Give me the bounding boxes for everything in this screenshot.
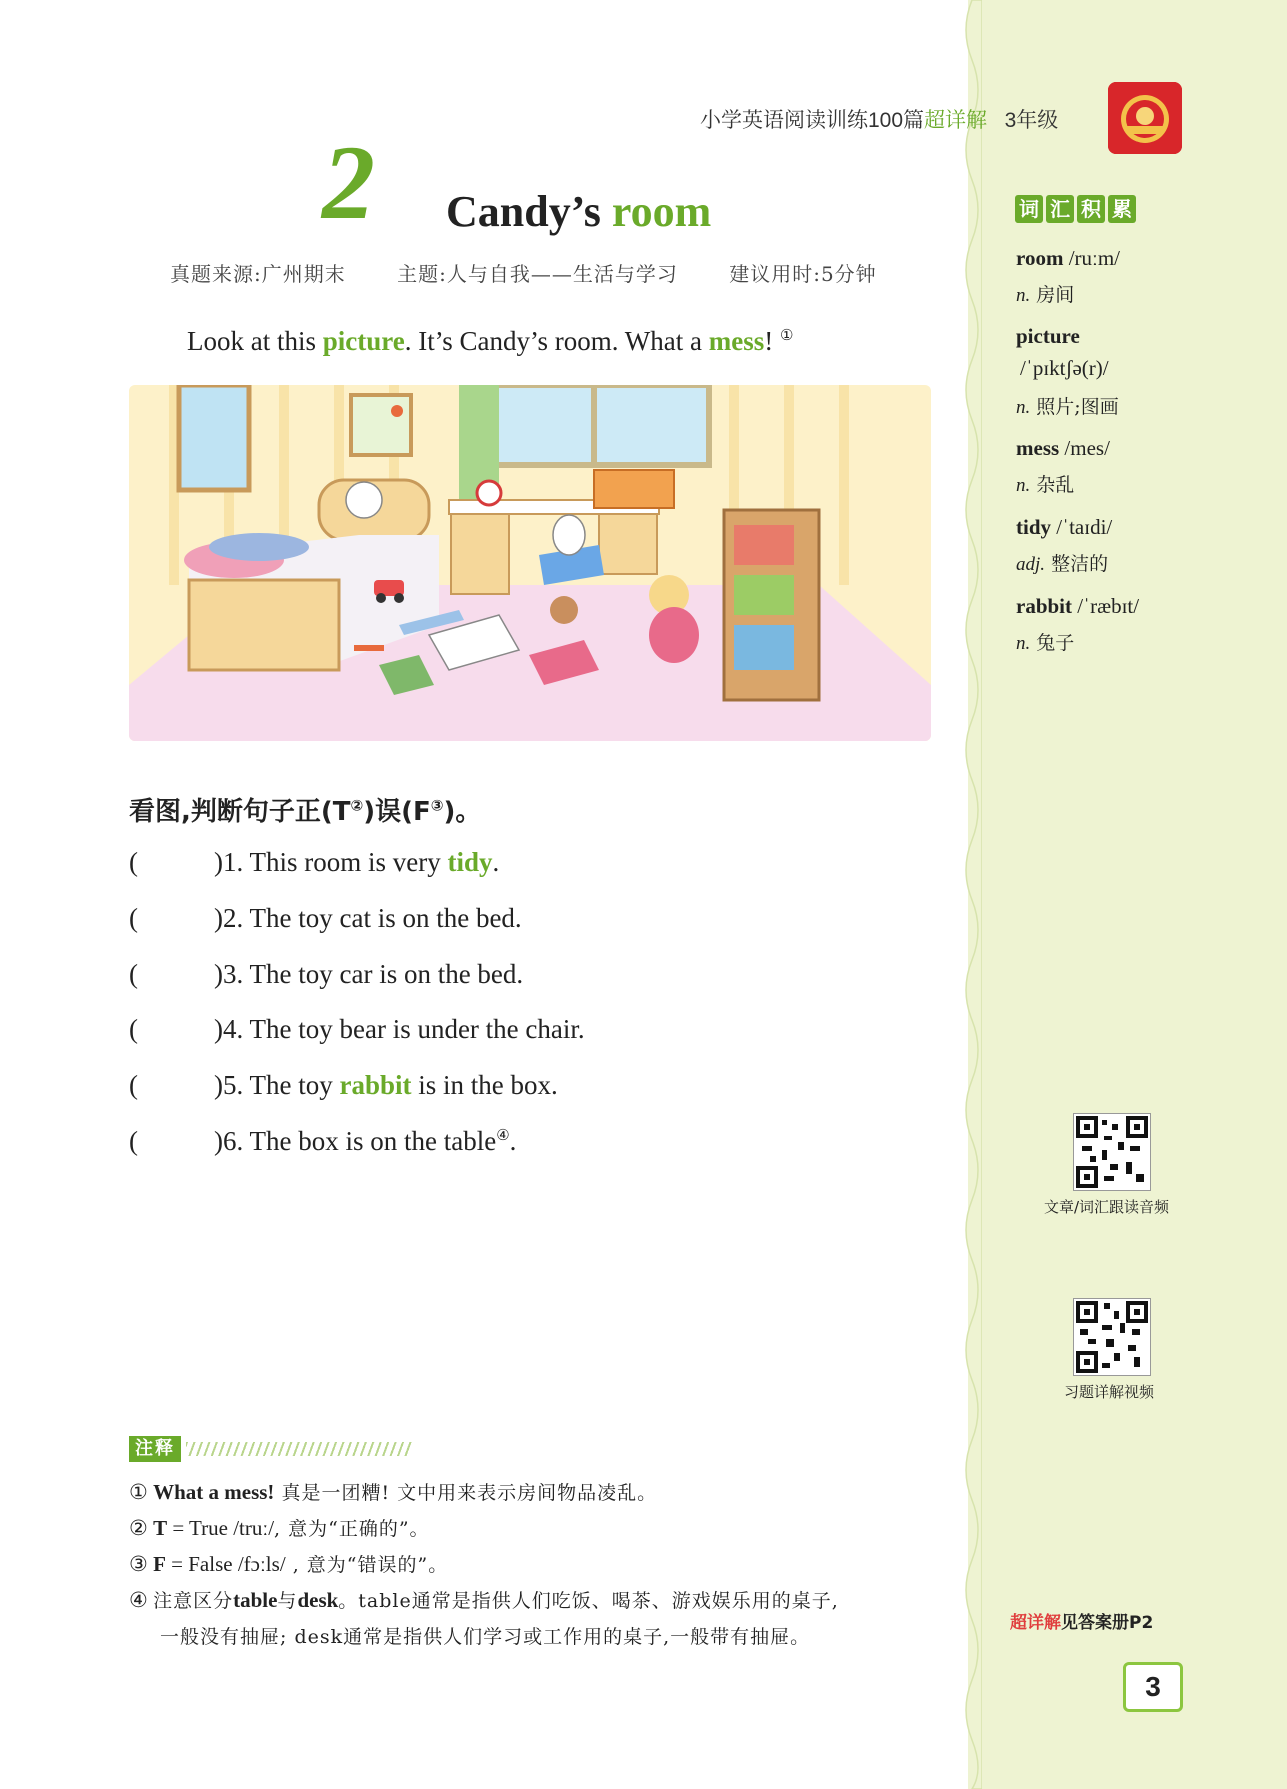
answer-blank[interactable]: ( — [129, 1070, 138, 1100]
answer-reference: 超详解见答案册P2 — [1010, 1613, 1154, 1633]
note-4: ④ 注意区分table与desk。table通常是指供人们吃饭、喝茶、游戏娱乐用的桌子, — [129, 1588, 839, 1612]
vocab-meaning-mess: n. 杂乱 — [1016, 474, 1075, 496]
exercise-instruction: 看图,判断句子正(T②)误(F③)。 — [129, 796, 482, 827]
page-number: 3 — [1123, 1662, 1183, 1712]
vocab-word-tidy: tidy /ˈtaɪdi/ — [1016, 515, 1113, 539]
lesson-meta — [170, 258, 921, 287]
qr-video-label: 习题详解视频 — [1064, 1383, 1155, 1401]
question-3: ( )3. The toy car is on the bed. — [129, 959, 524, 989]
lesson-number: 2 — [322, 124, 375, 241]
answer-blank[interactable]: ( — [129, 1126, 138, 1156]
note-4-continued: 一般没有抽屉; desk通常是指供人们学习或工作用的桌子,一般带有抽屉。 — [160, 1626, 811, 1648]
meta-time: 建议用时:5分钟 — [729, 262, 877, 286]
answer-blank[interactable]: ( — [129, 903, 138, 933]
meta-theme: 主题:人与自我——生活与学习 — [397, 262, 678, 286]
question-4: ( )4. The toy bear is under the chair. — [129, 1014, 585, 1044]
question-2: ( )2. The toy cat is on the bed. — [129, 903, 522, 933]
vocab-heading: 词 汇 积 累 — [1015, 195, 1139, 223]
sidebar-wave-edge — [958, 0, 982, 1789]
bedroom-illustration — [129, 385, 931, 741]
meta-source: 真题来源:广州期末 — [170, 262, 346, 286]
story-text: Look at this picture. It’s Candy’s room. What a mess! ① — [187, 326, 794, 356]
vocab-word-room: room /ruːm/ — [1016, 246, 1121, 270]
vocab-word-picture: picture — [1016, 324, 1080, 348]
vocab-word-mess: mess /mes/ — [1016, 436, 1110, 460]
vocab-word-rabbit: rabbit /ˈræbɪt/ — [1016, 594, 1140, 618]
publisher-logo — [1108, 82, 1182, 154]
notes-divider — [186, 1442, 412, 1456]
vocab-ipa-picture: /ˈpɪktʃə(r)/ — [1020, 356, 1109, 380]
qr-code-audio[interactable] — [1073, 1113, 1151, 1191]
vocab-meaning-room: n. 房间 — [1016, 284, 1075, 306]
question-1: ( )1. This room is very tidy. — [129, 847, 500, 877]
vocab-meaning-rabbit: n. 兔子 — [1016, 632, 1075, 654]
qr-audio-label: 文章/词汇跟读音频 — [1044, 1198, 1170, 1216]
book-series-title: 小学英语阅读训练100篇超详解 3年级 — [700, 109, 1059, 132]
vocab-meaning-tidy: adj. 整洁的 — [1016, 553, 1109, 575]
qr-code-video[interactable] — [1073, 1298, 1151, 1376]
answer-blank[interactable]: ( — [129, 1014, 138, 1044]
notes-label: 注释 — [129, 1436, 181, 1462]
answer-blank[interactable]: ( — [129, 959, 138, 989]
note-1: ① What a mess! 真是一团糟! 文中用来表示房间物品凌乱。 — [129, 1480, 658, 1504]
question-5: ( )5. The toy rabbit is in the box. — [129, 1070, 558, 1100]
answer-blank[interactable]: ( — [129, 847, 138, 877]
vocab-meaning-picture: n. 照片;图画 — [1016, 396, 1119, 418]
note-2: ② T = True /truː/, 意为“正确的”。 — [129, 1516, 430, 1540]
question-6: ( )6. The box is on the table④. — [129, 1126, 517, 1156]
note-3: ③ F = False /fɔːls/ , 意为“错误的”。 — [129, 1552, 449, 1576]
lesson-title: Candy’s room — [446, 187, 712, 236]
